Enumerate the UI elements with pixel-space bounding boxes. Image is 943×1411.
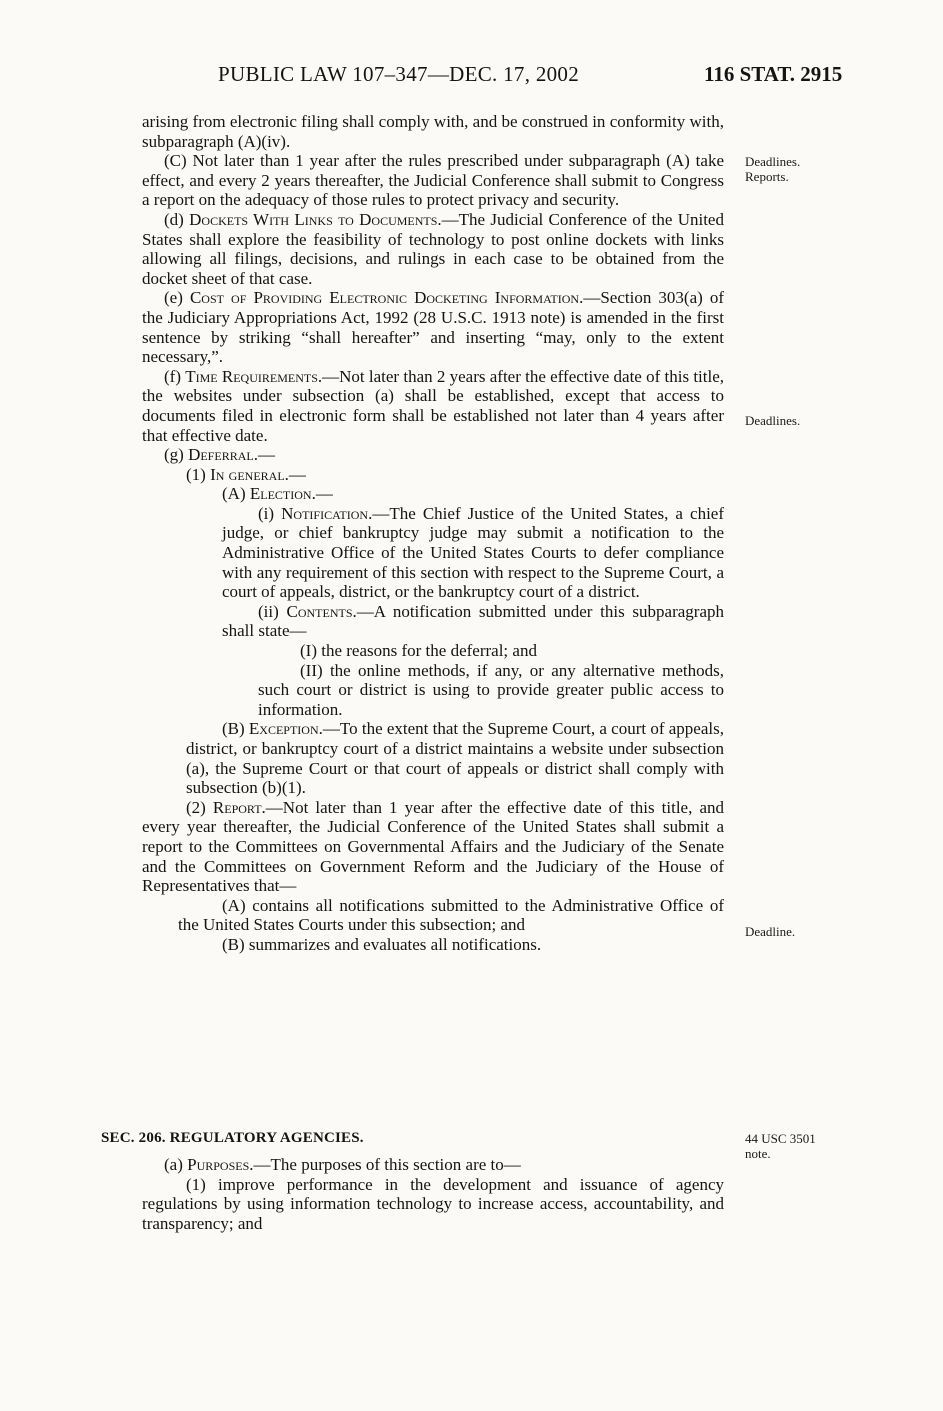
main-text (142, 112, 724, 955)
margin-note-deadline: Deadline. (745, 924, 796, 939)
paragraph-g: (g) Deferral.— (164, 445, 275, 465)
header-title: PUBLIC LAW 107–347—DEC. 17, 2002 (218, 62, 580, 86)
paragraph-f: (f) Time Requirements.—Not later than 2 years after the effective date of this title, the websites under subsection (a) shall be established, except that access to documents filed in electronic form shall be established not later than 4 years after that effective date. (142, 366, 725, 445)
paragraph-d: (d) Dockets With Links to Documents.—The Judicial Conference of the United States shall explore the feasibility of technology to post online dockets with links allowing all filings, decisions, and rulings in each case to be obtained from the docket sheet of that case. (142, 209, 724, 288)
section-text (142, 1155, 724, 1233)
paragraph-c: (C) Not later than 1 year after the rules prescribed under subparagraph (A) take effect, and every 2 years thereafter, the Judicial Conference shall submit to Congress a report on the adequacy of those rules to protect privacy and security. (142, 151, 724, 210)
heading-g: Deferral. (188, 445, 258, 465)
paragraph-g2: (2) Report.—Not later than 1 year after the effective date of this title, and every year thereafter, the Judicial Conference of the United States shall submit a report to the Committees on Governmental Affairs and the Judiciary of the Senate and the Committees on Government Reform and the Judiciary of the House of Representatives that— (142, 797, 724, 896)
paragraph-a1: (1) improve performance in the development and issuance of agency regulations by using information technology to increase access, accountability, and transparency; and (142, 1174, 724, 1233)
paragraph-gAii: (ii) Contents.—A notification submitted under this subparagraph shall state— (222, 601, 724, 641)
heading-gAi: Notification. (281, 503, 373, 523)
header-stat-page: 116 STAT. 2915 (704, 62, 843, 86)
paragraph-continuation: arising from electronic filing shall comply with, and be construed in conformity with, subparagraph (A)(iv). (142, 112, 724, 151)
paragraph-gI: (I) the reasons for the deferral; and (300, 641, 537, 661)
paragraph-gA: (A) Election.— (222, 484, 333, 504)
margin-note-usc: 44 USC 3501 note. (745, 1131, 816, 1161)
paragraph-gB: (B) Exception.—To the extent that the Supreme Court, a court of appeals, district, or bankruptcy court of a district maintains a website under subsection (a), the Supreme Court or that court of appeals or district shall comply with subsection (b)(1). (186, 719, 724, 798)
heading-a: Purposes. (187, 1155, 254, 1174)
heading-g1: In general. (210, 464, 289, 484)
heading-d: Dockets With Links to Documents. (189, 209, 442, 229)
heading-g2: Report. (212, 797, 266, 817)
paragraph-g2B: (B) summarizes and evaluates all notifications. (222, 934, 542, 954)
paragraph-gAi: (i) Notification.—The Chief Justice of the United States, a chief judge, or chief bankruptcy judge may submit a notification to the Administrative Office of the United States Courts to defer compliance with any requirement of this section with respect to the Supreme Court, a court of appeals, district, or the bankruptcy court of a district. (222, 503, 725, 602)
heading-gB: Exception. (248, 719, 323, 739)
margin-note-deadlines-reports: Deadlines. Reports. (745, 154, 801, 184)
paragraph-e: (e) Cost of Providing Electronic Docketing Information.—Section 303(a) of the Judiciary Appropriations Act, 1992 (28 U.S.C. 1913 note) is amended in the first sentence by striking “shall hereafter” and inserting “may, only to the extent necessary,”. (142, 288, 725, 367)
margin-note-deadlines: Deadlines. (745, 413, 801, 428)
heading-gA: Election. (249, 484, 316, 504)
heading-f: Time Requirements. (185, 366, 323, 386)
paragraph-gII: (II) the online methods, if any, or any alternative methods, such court or district is using to provide greater public access to information. (258, 660, 724, 719)
paragraph-g2A: (A) contains all notifications submitted to the Administrative Office of the United States Courts under this subsection; and (178, 895, 724, 935)
section-heading: SEC. 206. REGULATORY AGENCIES. (101, 1130, 364, 1146)
heading-e: Cost of Providing Electronic Docketing Information. (189, 288, 584, 308)
page-header (0, 62, 943, 92)
heading-gAii: Contents. (286, 601, 357, 621)
paragraph-g1: (1) In general.— (186, 464, 306, 484)
paragraph-a: (a) Purposes.—The purposes of this section are to— (164, 1155, 521, 1174)
